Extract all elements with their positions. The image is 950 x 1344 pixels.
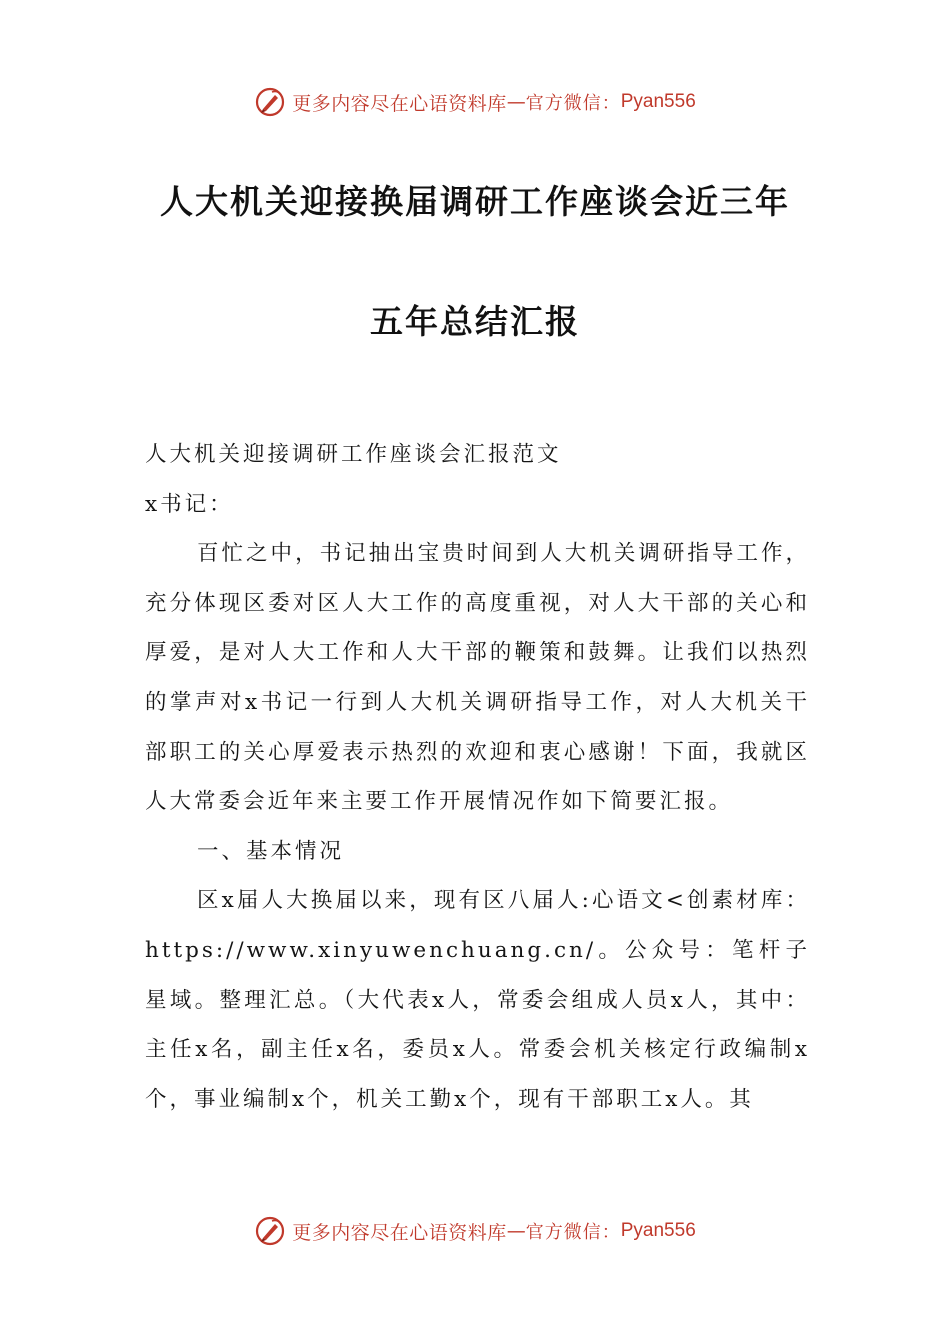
watermark-wechat-id: Pyan556 <box>620 1220 696 1241</box>
document-body <box>145 430 810 1124</box>
watermark-separator: — <box>506 1220 526 1242</box>
section-heading: 一、基本情况 <box>197 838 345 864</box>
watermark-separator: — <box>506 91 526 113</box>
header-watermark <box>0 84 950 120</box>
watermark-text: 更多内容尽在心语资料库 <box>292 92 507 115</box>
document-subtitle: 人大机关迎接调研工作座谈会汇报范文 <box>145 442 562 467</box>
watermark-label: 官方微信： <box>525 1222 621 1243</box>
watermark-wechat-id: Pyan556 <box>620 91 696 112</box>
document-title-line-1: 人大机关迎接换届调研工作座谈会近三年 <box>160 182 790 221</box>
footer-watermark <box>0 1213 950 1249</box>
document-title-line-2: 五年总结汇报 <box>370 302 580 341</box>
pen-logo-icon <box>254 1215 286 1247</box>
paragraph-opening: 百忙之中，书记抽出宝贵时间到人大机关调研指导工作，充分体现区委对区人大工作的高度重视，对人大干部的关心和厚爱，是对人大工作和人大干部的鞭策和鼓舞。让我们以热烈的掌声对x书记一行到人大机关调研指导工作，对人大机关干部职工的关心厚爱表示热烈的欢迎和衷心感谢！下面，我就区人大常委会近年来主要工作开展情况作如下简要汇报。 <box>145 541 810 815</box>
watermark-label: 官方微信： <box>525 93 621 114</box>
pen-logo-icon <box>254 86 286 118</box>
paragraph-basic-situation: 区x届人大换届以来，现有区八届人:心语文<创素材库：https://www.xinyuwenchuang.cn/。公众号：笔杆子星域。整理汇总。（大代表x人，常委会组成人员x人，其中：主任x名，副主任x名，委员x人。常委会机关核定行政编制x个，事业编制x个，机关工勤x个，现有干部职工x人。其 <box>145 888 810 1112</box>
watermark-text: 更多内容尽在心语资料库 <box>292 1221 507 1244</box>
salutation: x书记： <box>145 491 234 517</box>
